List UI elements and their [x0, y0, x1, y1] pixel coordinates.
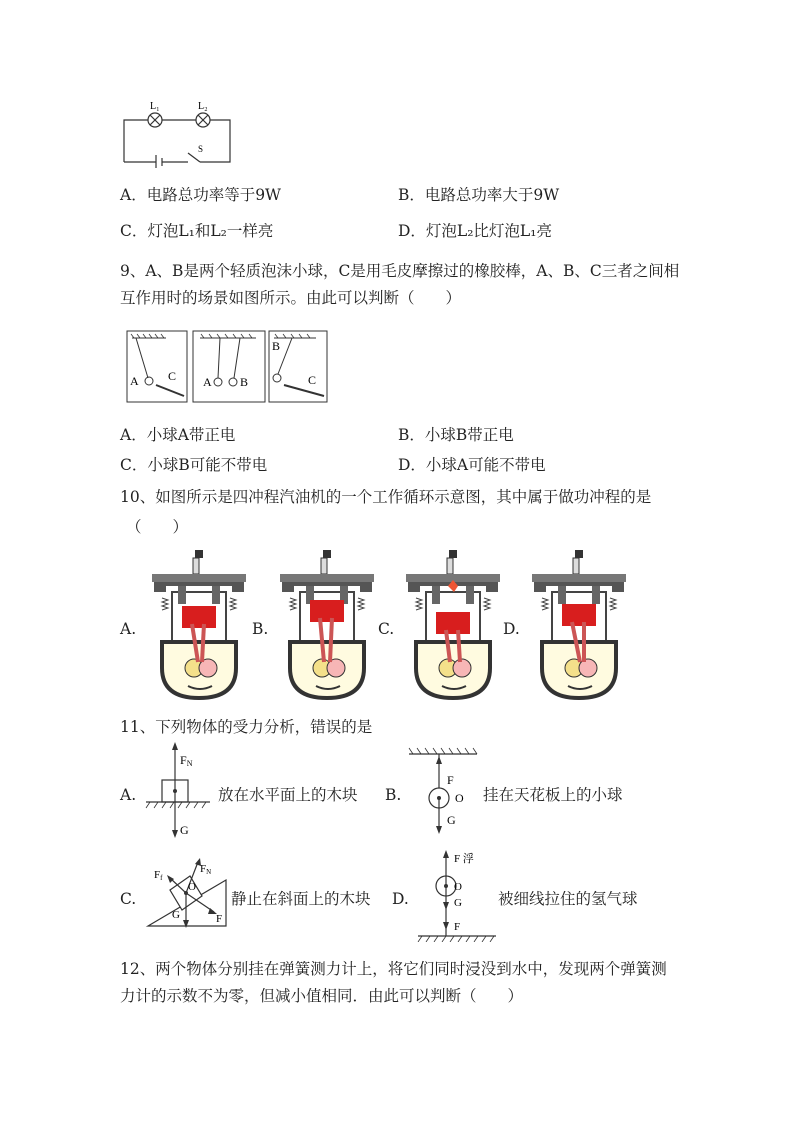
q8-option-d: D．灯泡L₂比灯泡L₁亮	[398, 222, 552, 240]
q11-letter-a: A.	[120, 786, 137, 804]
q10-letter-b: B.	[252, 620, 269, 638]
q11c-o-label: O	[188, 881, 196, 893]
q8-option-b: B．电路总功率大于9W	[398, 186, 560, 204]
q9-label-b2: B	[240, 375, 249, 389]
q9-label-c1: C	[168, 369, 177, 383]
l1-label: L₁	[150, 101, 160, 112]
q10-stem-line1: 10、如图所示是四冲程汽油机的一个工作循环示意图，其中属于做功冲程的是	[120, 488, 652, 506]
q9-option-a: A．小球A带正电	[120, 426, 236, 444]
q8-option-a: A．电路总功率等于9W	[120, 186, 281, 204]
engine-a	[150, 550, 250, 702]
switch-label: S	[198, 144, 204, 154]
q9-label-b3: B	[272, 339, 281, 353]
q11-caption-a: 放在水平面上的木块	[218, 786, 358, 804]
q10-letter-d: D.	[503, 620, 520, 638]
l2-label: L₂	[198, 101, 208, 112]
engine-b	[278, 550, 378, 702]
q11a-g-label: G	[180, 823, 189, 837]
q11a-fn-label: FN	[180, 753, 193, 768]
q11c-g-label: G	[172, 909, 180, 921]
q11c-ff-label: Ff	[154, 869, 163, 882]
q11-stem: 11、下列物体的受力分析，错误的是	[120, 718, 373, 736]
q11-letter-b: B.	[385, 786, 402, 804]
q11d-g-label: G	[454, 897, 462, 909]
q11b-g-label: G	[447, 813, 456, 827]
q10-stem-line2: （ ）	[126, 518, 189, 536]
q11d-f-label: F	[454, 921, 461, 933]
engine-d	[530, 550, 630, 702]
engine-c	[404, 550, 504, 702]
q11-figure-a	[140, 740, 220, 840]
q9-option-c: C．小球B可能不带电	[120, 456, 268, 474]
q12-stem: 12、两个物体分别挂在弹簧测力计上，将它们同时浸没到水中，发现两个弹簧测力计的示数不为零，但减小值相同．由此可以判断（ ）	[120, 960, 667, 1005]
q11c-fn-label: FN	[200, 863, 212, 876]
q10-letter-c: C.	[378, 620, 395, 638]
q9-figure	[126, 330, 328, 404]
q8-option-c: C．灯泡L₁和L₂一样亮	[120, 222, 274, 240]
q11-caption-b: 挂在天花板上的小球	[483, 786, 623, 804]
q11c-f-label: F	[216, 913, 223, 925]
q9-option-d: D．小球A可能不带电	[398, 456, 546, 474]
q11d-o-label: O	[454, 881, 462, 893]
q9-label-c3: C	[308, 373, 317, 387]
q11d-ffu-label: F 浮	[454, 853, 474, 865]
q11-caption-c: 静止在斜面上的木块	[231, 890, 371, 908]
q9-label-a2: A	[203, 375, 212, 389]
q11-letter-c: C.	[120, 890, 137, 908]
q11-figure-c	[140, 850, 232, 930]
q9-option-b: B．小球B带正电	[398, 426, 514, 444]
q9-label-a1: A	[130, 374, 139, 388]
q9-stem: 9、A、B是两个轻质泡沫小球，C是用毛皮摩擦过的橡胶棒，A、B、C三者之间相互作用时的场景如图所示。由此可以判断（ ）	[120, 262, 680, 307]
q11b-f-label: F	[447, 773, 454, 787]
q11-letter-d: D.	[392, 890, 409, 908]
q11-figure-d	[412, 848, 502, 942]
q10-letter-a: A.	[120, 620, 137, 638]
q11-figure-b	[405, 746, 485, 836]
q11-caption-d: 被细线拉住的氢气球	[498, 890, 638, 908]
q8-circuit-diagram	[118, 98, 238, 168]
q11b-o-label: O	[455, 791, 464, 805]
